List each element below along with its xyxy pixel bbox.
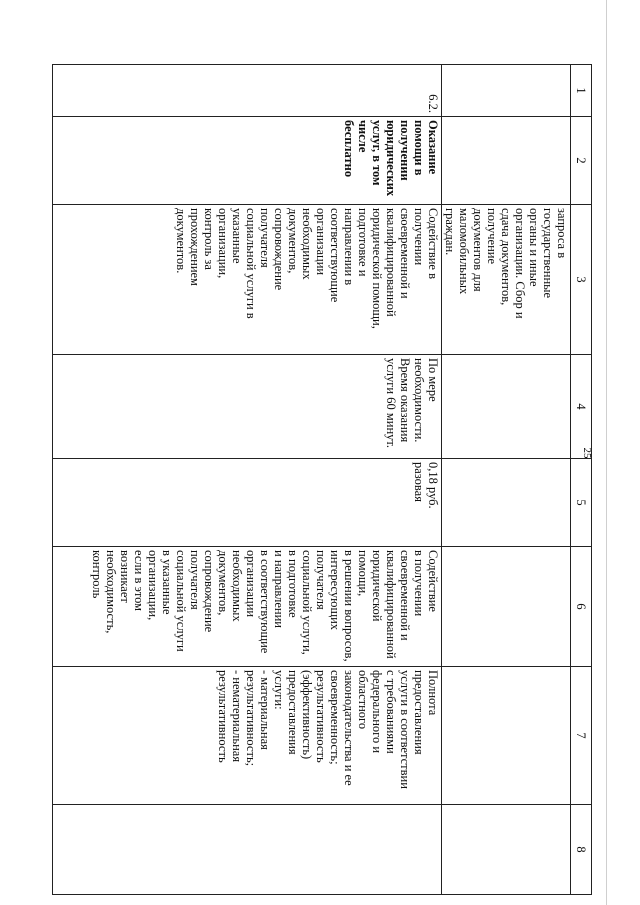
cont-cell-6 — [442, 547, 571, 667]
col-header-2: 2 — [571, 117, 592, 205]
cont-cell-2 — [442, 117, 571, 205]
cont-cell-8 — [442, 805, 571, 895]
col-header-7: 7 — [571, 667, 592, 805]
col-header-1: 1 — [571, 65, 592, 117]
rotated-table-wrapper — [52, 64, 592, 894]
continuation-row — [442, 65, 571, 895]
cont-cell-1 — [442, 65, 571, 117]
service-cost: 0,18 руб. разовая — [53, 459, 442, 547]
services-table — [52, 64, 592, 895]
cont-cell-4 — [442, 355, 571, 459]
row-6-2 — [53, 65, 442, 895]
service-content: Содействие в получении своевременной и квалифицированной юридической помощи, подготовке и направлении в соответствующие организации необходимых документов, сопровождение получателя социальной услуги в указанные организации, контроль за прохождением документов. — [53, 205, 442, 355]
service-quality: Полнота предоставления услуги в соответствии с требованиями федерального и областного законодательства и ее своевременность; результативность (эффективность) предоставления услуги: - материальная результативность; - нематериальная результативность — [53, 667, 442, 805]
page-edge-line — [606, 0, 607, 905]
page-number: 25 — [581, 447, 593, 459]
service-name: Оказание помощи в получении юридических услуг, в том числе бесплатно — [53, 117, 442, 205]
cont-cell-5 — [442, 459, 571, 547]
col-header-3: 3 — [571, 205, 592, 355]
col-header-6: 6 — [571, 547, 592, 667]
cont-cell-3: запроса в государственные органы и иные организации. Сбор и сдача документов, получение документов для маломобильных граждан. — [442, 205, 571, 355]
cont-cell-7 — [442, 667, 571, 805]
row-cell-8 — [53, 805, 442, 895]
row-number: 6.2. — [53, 65, 442, 117]
service-conditions: Содействие в получении своевременной и квалифицированной юридической помощи, в решении вопросов, интересующих получателя социальной услуги, в подготовке и направлении в соответствующие организации необходимых документов, сопровождение получателя социальной услуги в указанные организации, если в этом возникает необходимость, контроль — [53, 547, 442, 667]
col-header-8: 8 — [571, 805, 592, 895]
column-number-row — [571, 65, 592, 895]
col-header-5: 5 — [571, 459, 592, 547]
service-frequency: По мере необходимости. Время оказания услуги 60 минут. — [53, 355, 442, 459]
col-header-4: 4 — [571, 355, 592, 459]
